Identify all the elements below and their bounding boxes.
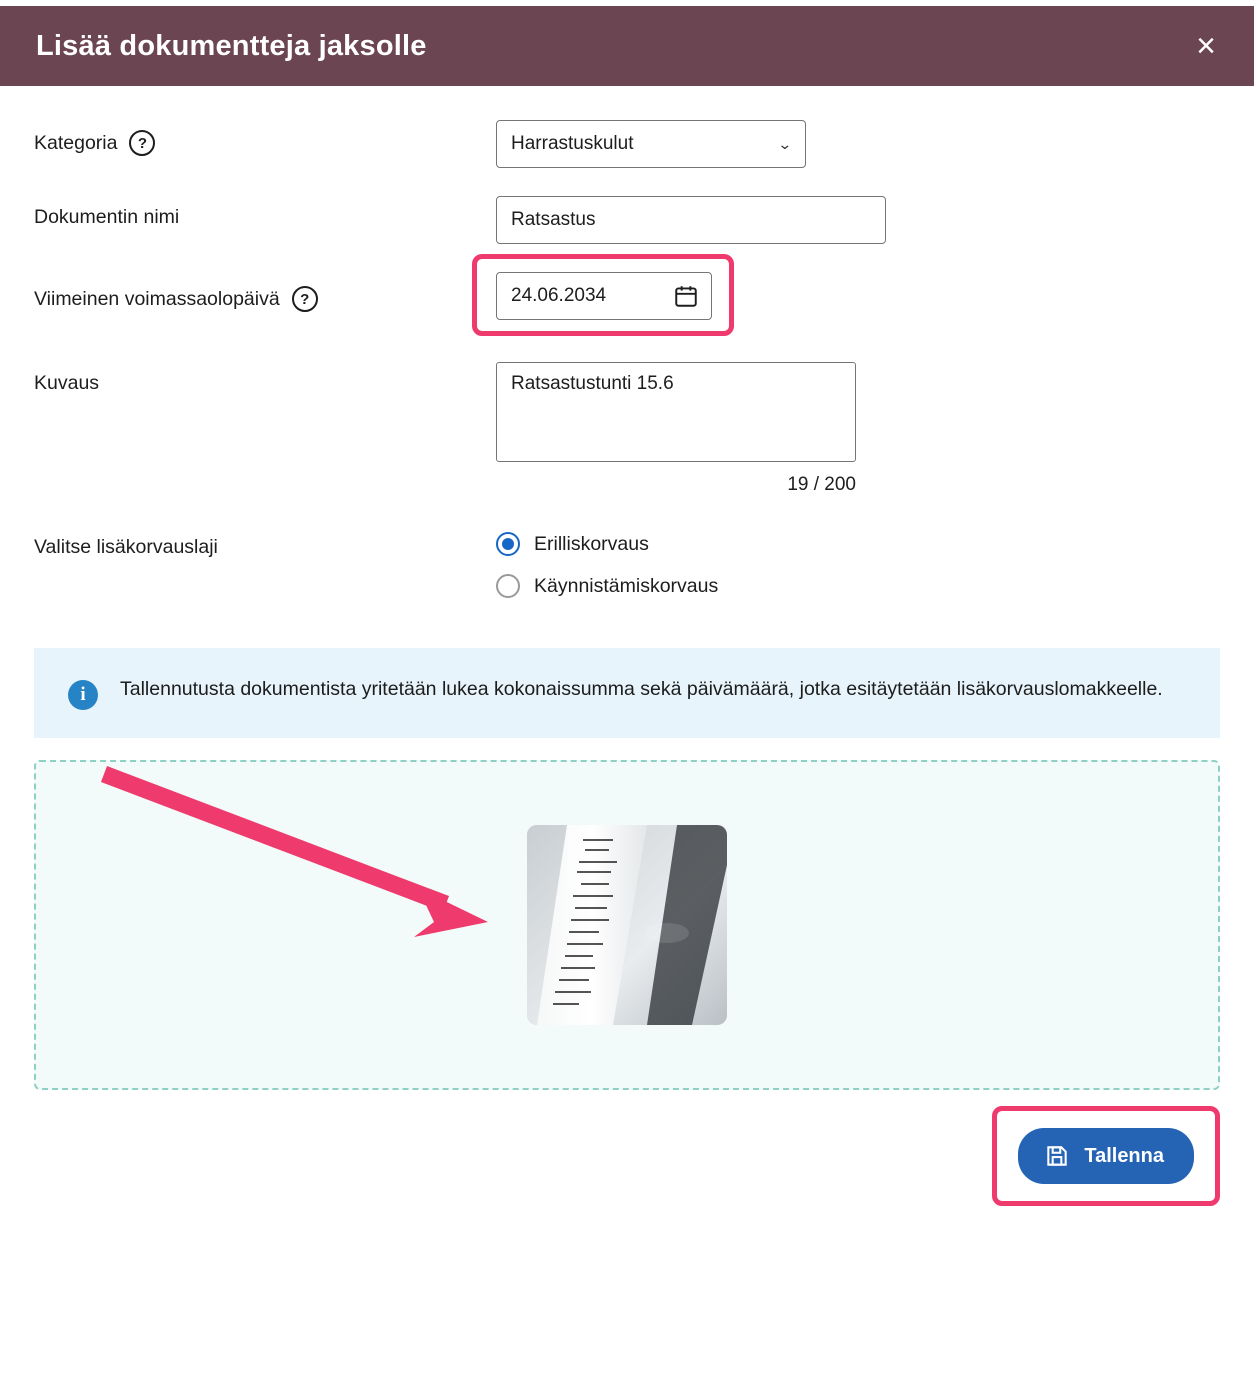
document-name-label: Dokumentin nimi [34,206,180,228]
field-row-compensation-type [34,532,1220,616]
save-icon [1044,1143,1070,1169]
dialog-title: Lisää dokumentteja jaksolle [36,29,427,62]
category-label-group [34,120,496,156]
document-name-control-area [496,196,1220,244]
description-control-area [496,362,1220,496]
radio-option-erilliskorvaus[interactable] [496,532,1220,556]
dialog-body [0,86,1254,1090]
radio-label-erilliskorvaus: Erilliskorvaus [534,532,649,555]
description-char-count: 19 / 200 [787,474,856,495]
field-row-description [34,362,1220,496]
info-banner [34,648,1220,738]
expiry-date-highlight-wrapper [472,254,734,336]
radio-icon-selected[interactable] [496,532,520,556]
field-row-category [34,120,1220,168]
info-icon: i [68,680,98,710]
close-icon[interactable]: × [1196,27,1216,65]
description-label: Kuvaus [34,372,100,394]
category-selected-value: Harrastuskulut [511,133,634,154]
info-banner-text: Tallennutusta dokumentista yritetään lukea kokonaissumma sekä päivämäärä, jotka esitäytetään lisäkorvauslomakkeelle. [120,678,1163,700]
expiry-date-input[interactable] [496,272,712,320]
save-highlight-wrapper [992,1106,1220,1206]
description-textarea[interactable] [496,362,856,462]
add-documents-dialog [0,6,1254,1386]
expiry-date-label-group [34,272,496,312]
radio-dot [502,538,514,550]
file-dropzone[interactable] [34,760,1220,1090]
expiry-date-label: Viimeinen voimassaolopäivä [34,287,280,310]
compensation-type-label: Valitse lisäkorvauslaji [34,536,218,558]
radio-icon-unselected[interactable] [496,574,520,598]
radio-label-kaynnistamiskorvaus: Käynnistämiskorvaus [534,574,719,597]
chevron-down-icon: ⌄ [777,135,793,152]
compensation-type-options [496,532,1220,616]
category-select[interactable] [496,120,806,168]
receipt-thumbnail[interactable] [527,825,727,1025]
expiry-date-control-area [496,272,1220,336]
save-button-label: Tallenna [1084,1144,1164,1167]
dialog-header [0,6,1254,86]
document-name-input[interactable] [496,196,886,244]
help-icon-expiry-date[interactable]: ? [292,286,318,312]
save-button[interactable] [1018,1128,1194,1184]
dialog-footer [0,1090,1254,1206]
annotation-arrow [96,762,516,967]
calendar-icon[interactable] [673,283,699,309]
field-row-expiry-date [34,272,1220,336]
help-icon-category[interactable]: ? [129,130,155,156]
radio-option-kaynnistamiskorvaus[interactable] [496,574,1220,598]
category-label: Kategoria [34,131,118,154]
expiry-date-value: 24.06.2034 [511,285,607,306]
field-row-document-name [34,196,1220,244]
category-control-area [496,120,1220,168]
